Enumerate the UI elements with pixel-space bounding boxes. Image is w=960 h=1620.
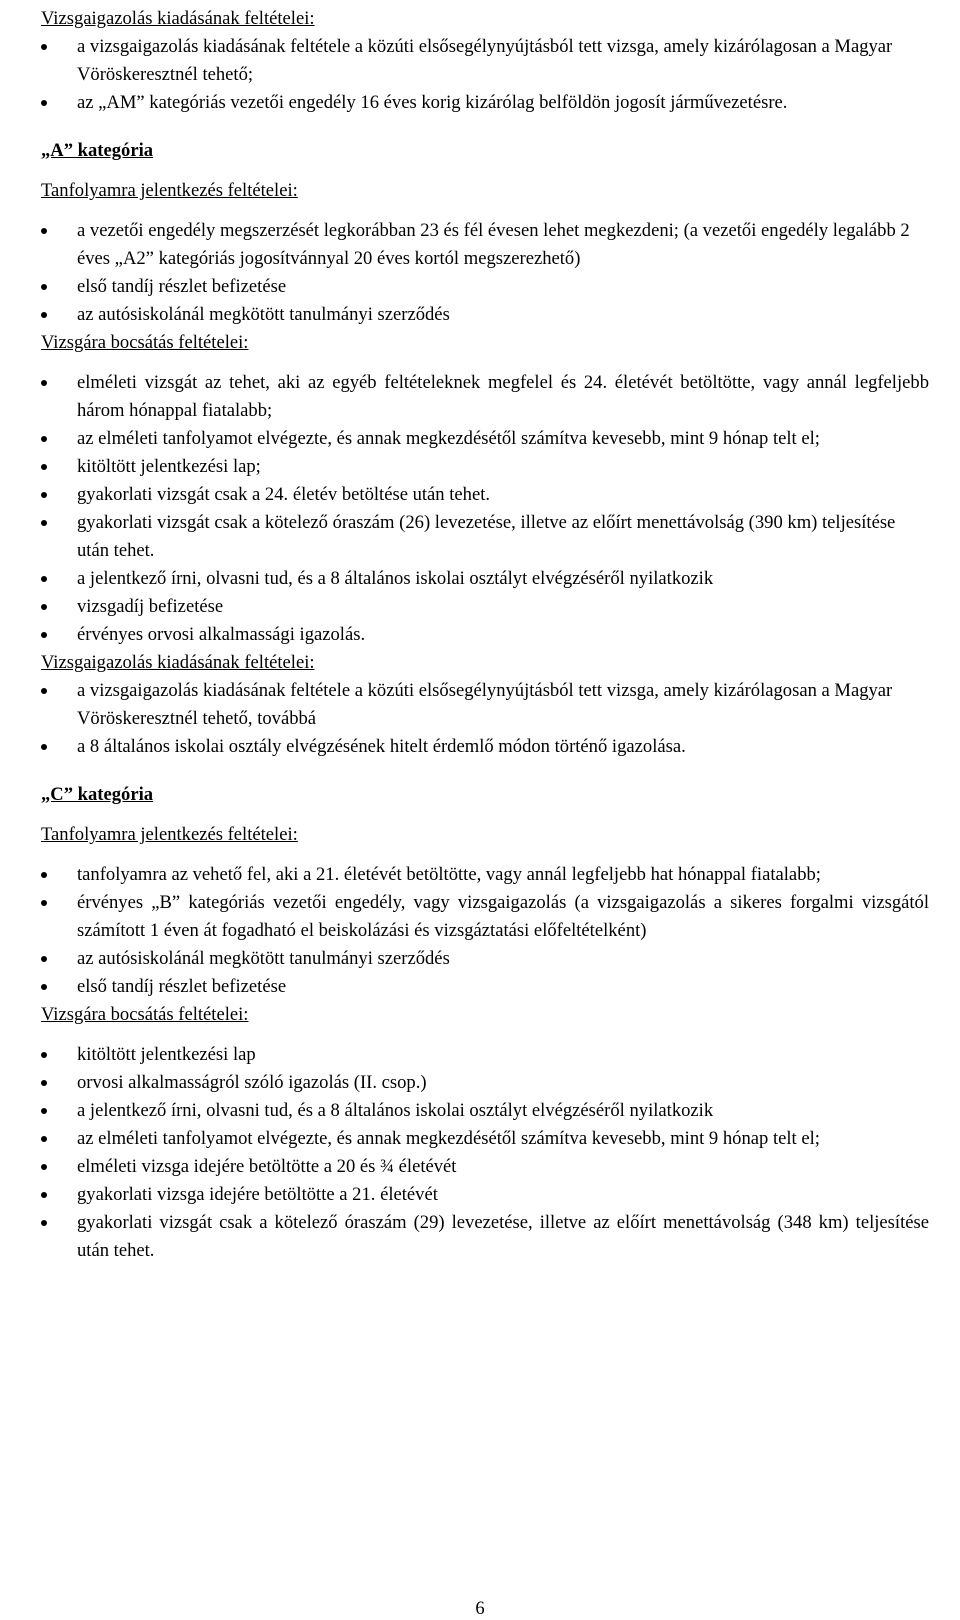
list-item: orvosi alkalmasságról szóló igazolás (II. csop.)	[41, 1069, 929, 1097]
list-item: gyakorlati vizsga idejére betöltötte a 21. életévét	[41, 1181, 929, 1209]
list-item: vizsgadíj befizetése	[41, 593, 929, 621]
category-a-title: „A” kategória	[41, 140, 154, 161]
list-item: kitöltött jelentkezési lap	[41, 1041, 929, 1069]
section-heading-exam-admission: Vizsgára bocsátás feltételei:	[41, 332, 249, 353]
list-item: érvényes „B” kategóriás vezetői engedély, vagy vizsgaigazolás (a vizsgaigazolás a sikeres forgalmi vizsgától számított 1 éven át fogadható el beiskolázási és vizsgáztatási előfeltételként)	[41, 889, 929, 945]
bullet-icon	[41, 744, 47, 750]
list-item: kitöltött jelentkezési lap;	[41, 453, 929, 481]
bullet-icon	[41, 492, 47, 498]
section-heading-enrollment: Tanfolyamra jelentkezés feltételei:	[41, 824, 298, 845]
bullet-icon	[41, 604, 47, 610]
bullet-icon	[41, 312, 47, 318]
bullet-icon	[41, 1164, 47, 1170]
list-item: elméleti vizsgát az tehet, aki az egyéb feltételeknek megfelel és 24. életévét betöltötte, vagy annál legfeljebb három hónappal fiatalabb;	[41, 369, 929, 425]
list-item: első tandíj részlet befizetése	[41, 273, 929, 301]
bullet-icon	[41, 1080, 47, 1086]
list-item: gyakorlati vizsgát csak a 24. életév betöltése után tehet.	[41, 481, 929, 509]
bullet-icon	[41, 44, 47, 50]
list-item: az elméleti tanfolyamot elvégezte, és annak megkezdésétől számítva kevesebb, mint 9 hónap telt el;	[41, 425, 929, 453]
list-item: érvényes orvosi alkalmassági igazolás.	[41, 621, 929, 649]
bullet-list-enrollment	[41, 861, 929, 1001]
section-heading-exam-certificate: Vizsgaigazolás kiadásának feltételei:	[41, 8, 315, 29]
list-item: a vezetői engedély megszerzését legkorábban 23 és fél évesen lehet megkezdeni; (a vezetői engedély legalább 2 éves „A2” kategóriás jogosítvánnyal 20 éves kortól megszerezhető)	[41, 217, 929, 273]
bullet-icon	[41, 576, 47, 582]
bullet-icon	[41, 1192, 47, 1198]
list-item: elméleti vizsga idejére betöltötte a 20 és ¾ életévét	[41, 1153, 929, 1181]
page-number: 6	[475, 1598, 485, 1619]
list-item: a vizsgaigazolás kiadásának feltétele a közúti elsősegélynyújtásból tett vizsga, amely kizárólagosan a Magyar Vöröskeresztnél tehető, továbbá	[41, 677, 929, 733]
bullet-icon	[41, 900, 47, 906]
list-item: első tandíj részlet befizetése	[41, 973, 929, 1001]
list-item: tanfolyamra az vehető fel, aki a 21. életévét betöltötte, vagy annál legfeljebb hat hónappal fiatalabb;	[41, 861, 929, 889]
bullet-icon	[41, 1220, 47, 1226]
category-c-title: „C” kategória	[41, 784, 154, 805]
bullet-icon	[41, 1108, 47, 1114]
bullet-icon	[41, 380, 47, 386]
list-item: a 8 általános iskolai osztály elvégzésének hitelt érdemlő módon történő igazolása.	[41, 733, 929, 761]
list-item: az „AM” kategóriás vezetői engedély 16 éves korig kizárólag belföldön jogosít járművezetésre.	[41, 89, 929, 117]
bullet-icon	[41, 228, 47, 234]
bullet-icon	[41, 284, 47, 290]
bullet-list-exam-admission	[41, 369, 929, 649]
list-item: az autósiskolánál megkötött tanulmányi szerződés	[41, 945, 929, 973]
bullet-icon	[41, 436, 47, 442]
list-item: a vizsgaigazolás kiadásának feltétele a közúti elsősegélynyújtásból tett vizsga, amely kizárólagosan a Magyar Vöröskeresztnél tehető;	[41, 33, 929, 89]
list-item: gyakorlati vizsgát csak a kötelező óraszám (26) levezetése, illetve az előírt menettávolság (390 km) teljesítése után tehet.	[41, 509, 929, 565]
bullet-icon	[41, 688, 47, 694]
section-heading-enrollment: Tanfolyamra jelentkezés feltételei:	[41, 180, 298, 201]
section-heading-exam-admission: Vizsgára bocsátás feltételei:	[41, 1004, 249, 1025]
list-item: a jelentkező írni, olvasni tud, és a 8 általános iskolai osztályt elvégzéséről nyilatkozik	[41, 565, 929, 593]
list-item: az elméleti tanfolyamot elvégezte, és annak megkezdésétől számítva kevesebb, mint 9 hónap telt el;	[41, 1125, 929, 1153]
bullet-icon	[41, 984, 47, 990]
section-heading-exam-certificate: Vizsgaigazolás kiadásának feltételei:	[41, 652, 315, 673]
bullet-icon	[41, 1136, 47, 1142]
bullet-icon	[41, 872, 47, 878]
bullet-icon	[41, 1052, 47, 1058]
bullet-list-exam-admission	[41, 1041, 929, 1265]
bullet-icon	[41, 520, 47, 526]
list-item: a jelentkező írni, olvasni tud, és a 8 általános iskolai osztályt elvégzéséről nyilatkozik	[41, 1097, 929, 1125]
bullet-icon	[41, 632, 47, 638]
bullet-icon	[41, 956, 47, 962]
list-item: az autósiskolánál megkötött tanulmányi szerződés	[41, 301, 929, 329]
bullet-icon	[41, 100, 47, 106]
document-page	[41, 5, 929, 1265]
bullet-list-enrollment	[41, 217, 929, 329]
bullet-icon	[41, 464, 47, 470]
bullet-list-exam-certificate	[41, 677, 929, 761]
bullet-list-exam-certificate	[41, 33, 929, 117]
list-item: gyakorlati vizsgát csak a kötelező óraszám (29) levezetése, illetve az előírt menettávolság (348 km) teljesítése után tehet.	[41, 1209, 929, 1265]
